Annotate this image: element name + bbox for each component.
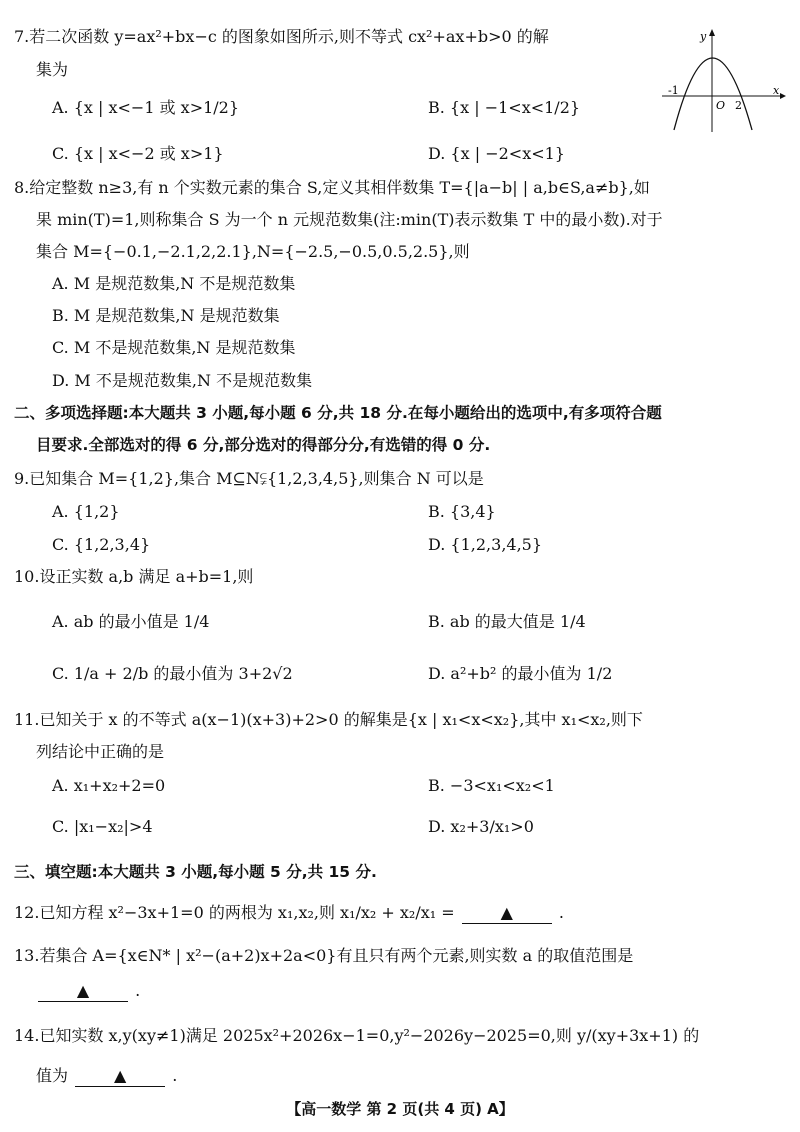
q9-stem: 9.已知集合 M={1,2},集合 M⊆N⫋{1,2,3,4,5},则集合 N 可以是 (14, 469, 484, 488)
q8-option-d: D. M 不是规范数集,N 不是规范数集 (52, 371, 313, 390)
q7-stem-line1: 7.若二次函数 y=ax²+bx−c 的图象如图所示,则不等式 cx²+ax+b>0 的解 (14, 27, 549, 46)
q8-stem-line1: 8.给定整数 n≥3,有 n 个实数元素的集合 S,定义其相伴数集 T={|a−b| | a,b∈S,a≠b},如 (14, 178, 650, 197)
q13-period: . (135, 981, 141, 1000)
q13-answer-blank[interactable]: ▲ (38, 981, 128, 1002)
section3-heading: 三、填空题:本大题共 3 小题,每小题 5 分,共 15 分. (14, 863, 377, 881)
q10-option-d: D. a²+b² 的最小值为 1/2 (428, 664, 613, 683)
q7-parabola-graph (660, 26, 788, 136)
q14-stem-line1: 14.已知实数 x,y(xy≠1)满足 2025x²+2026x−1=0,y²−2026y−2025=0,则 y/(xy+3x+1) 的 (14, 1026, 700, 1045)
q14-stem-line2: 值为 (36, 1066, 69, 1085)
q7-graph-origin-label: O (716, 99, 726, 112)
q9-option-b: B. {3,4} (428, 502, 496, 521)
q8-stem-line3: 集合 M={−0.1,−2.1,2,2.1},N={−2.5,−0.5,0.5,2.5},则 (36, 242, 470, 261)
q14-line2 (36, 1066, 177, 1087)
q11-option-d: D. x₂+3/x₁>0 (428, 817, 534, 836)
q7-graph-y-label: y (700, 30, 707, 43)
q13-stem-line1: 13.若集合 A={x∈N* | x²−(a+2)x+2a<0}有且只有两个元素,则实数 a 的取值范围是 (14, 946, 634, 965)
q7-option-d: D. {x | −2<x<1} (428, 144, 565, 163)
q8-option-c: C. M 不是规范数集,N 是规范数集 (52, 338, 296, 357)
q8-option-a: A. M 是规范数集,N 不是规范数集 (52, 274, 296, 293)
q11-option-b: B. −3<x₁<x₂<1 (428, 776, 555, 795)
q7-option-a: A. {x | x<−1 或 x>1/2} (52, 98, 240, 117)
q8-stem-line2: 果 min(T)=1,则称集合 S 为一个 n 元规范数集(注:min(T)表示数集 T 中的最小数).对于 (36, 210, 663, 229)
section2-heading-line1: 二、多项选择题:本大题共 3 小题,每小题 6 分,共 18 分.在每小题给出的选项中,有多项符合题 (14, 404, 662, 422)
q10-stem: 10.设正实数 a,b 满足 a+b=1,则 (14, 567, 254, 586)
q11-stem-line1: 11.已知关于 x 的不等式 a(x−1)(x+3)+2>0 的解集是{x | x₁<x<x₂},其中 x₁<x₂,则下 (14, 710, 643, 729)
q10-option-b: B. ab 的最大值是 1/4 (428, 612, 586, 631)
q9-option-d: D. {1,2,3,4,5} (428, 535, 543, 554)
q11-option-a: A. x₁+x₂+2=0 (52, 776, 166, 795)
q10-option-a: A. ab 的最小值是 1/4 (52, 612, 210, 631)
q7-option-c: C. {x | x<−2 或 x>1} (52, 144, 224, 163)
q7-option-b: B. {x | −1<x<1/2} (428, 98, 581, 117)
section2-heading-line2: 目要求.全部选对的得 6 分,部分选对的得部分分,有选错的得 0 分. (36, 436, 491, 454)
q12-period: . (558, 903, 564, 922)
q7-stem-line2: 集为 (36, 60, 69, 79)
q13-line2 (36, 981, 140, 1002)
q11-option-c: C. |x₁−x₂|>4 (52, 817, 153, 836)
q9-option-a: A. {1,2} (52, 502, 120, 521)
q10-option-c: C. 1/a + 2/b 的最小值为 3+2√2 (52, 664, 293, 683)
page-footer: 【高一数学 第 2 页(共 4 页) A】 (286, 1100, 514, 1118)
q12-answer-blank[interactable]: ▲ (462, 903, 552, 924)
q12-stem: 12.已知方程 x²−3x+1=0 的两根为 x₁,x₂,则 x₁/x₂ + x₂/x₁ = (14, 903, 455, 922)
q7-graph-x-label: x (773, 84, 780, 97)
q8-option-b: B. M 是规范数集,N 是规范数集 (52, 306, 280, 325)
q7-graph-tick-pos: 2 (735, 99, 742, 112)
q12-line (14, 903, 564, 924)
q9-option-c: C. {1,2,3,4} (52, 535, 151, 554)
q11-stem-line2: 列结论中正确的是 (36, 742, 165, 761)
q14-period: . (172, 1066, 178, 1085)
q14-answer-blank[interactable]: ▲ (75, 1066, 165, 1087)
q7-graph-tick-neg: -1 (668, 84, 679, 97)
